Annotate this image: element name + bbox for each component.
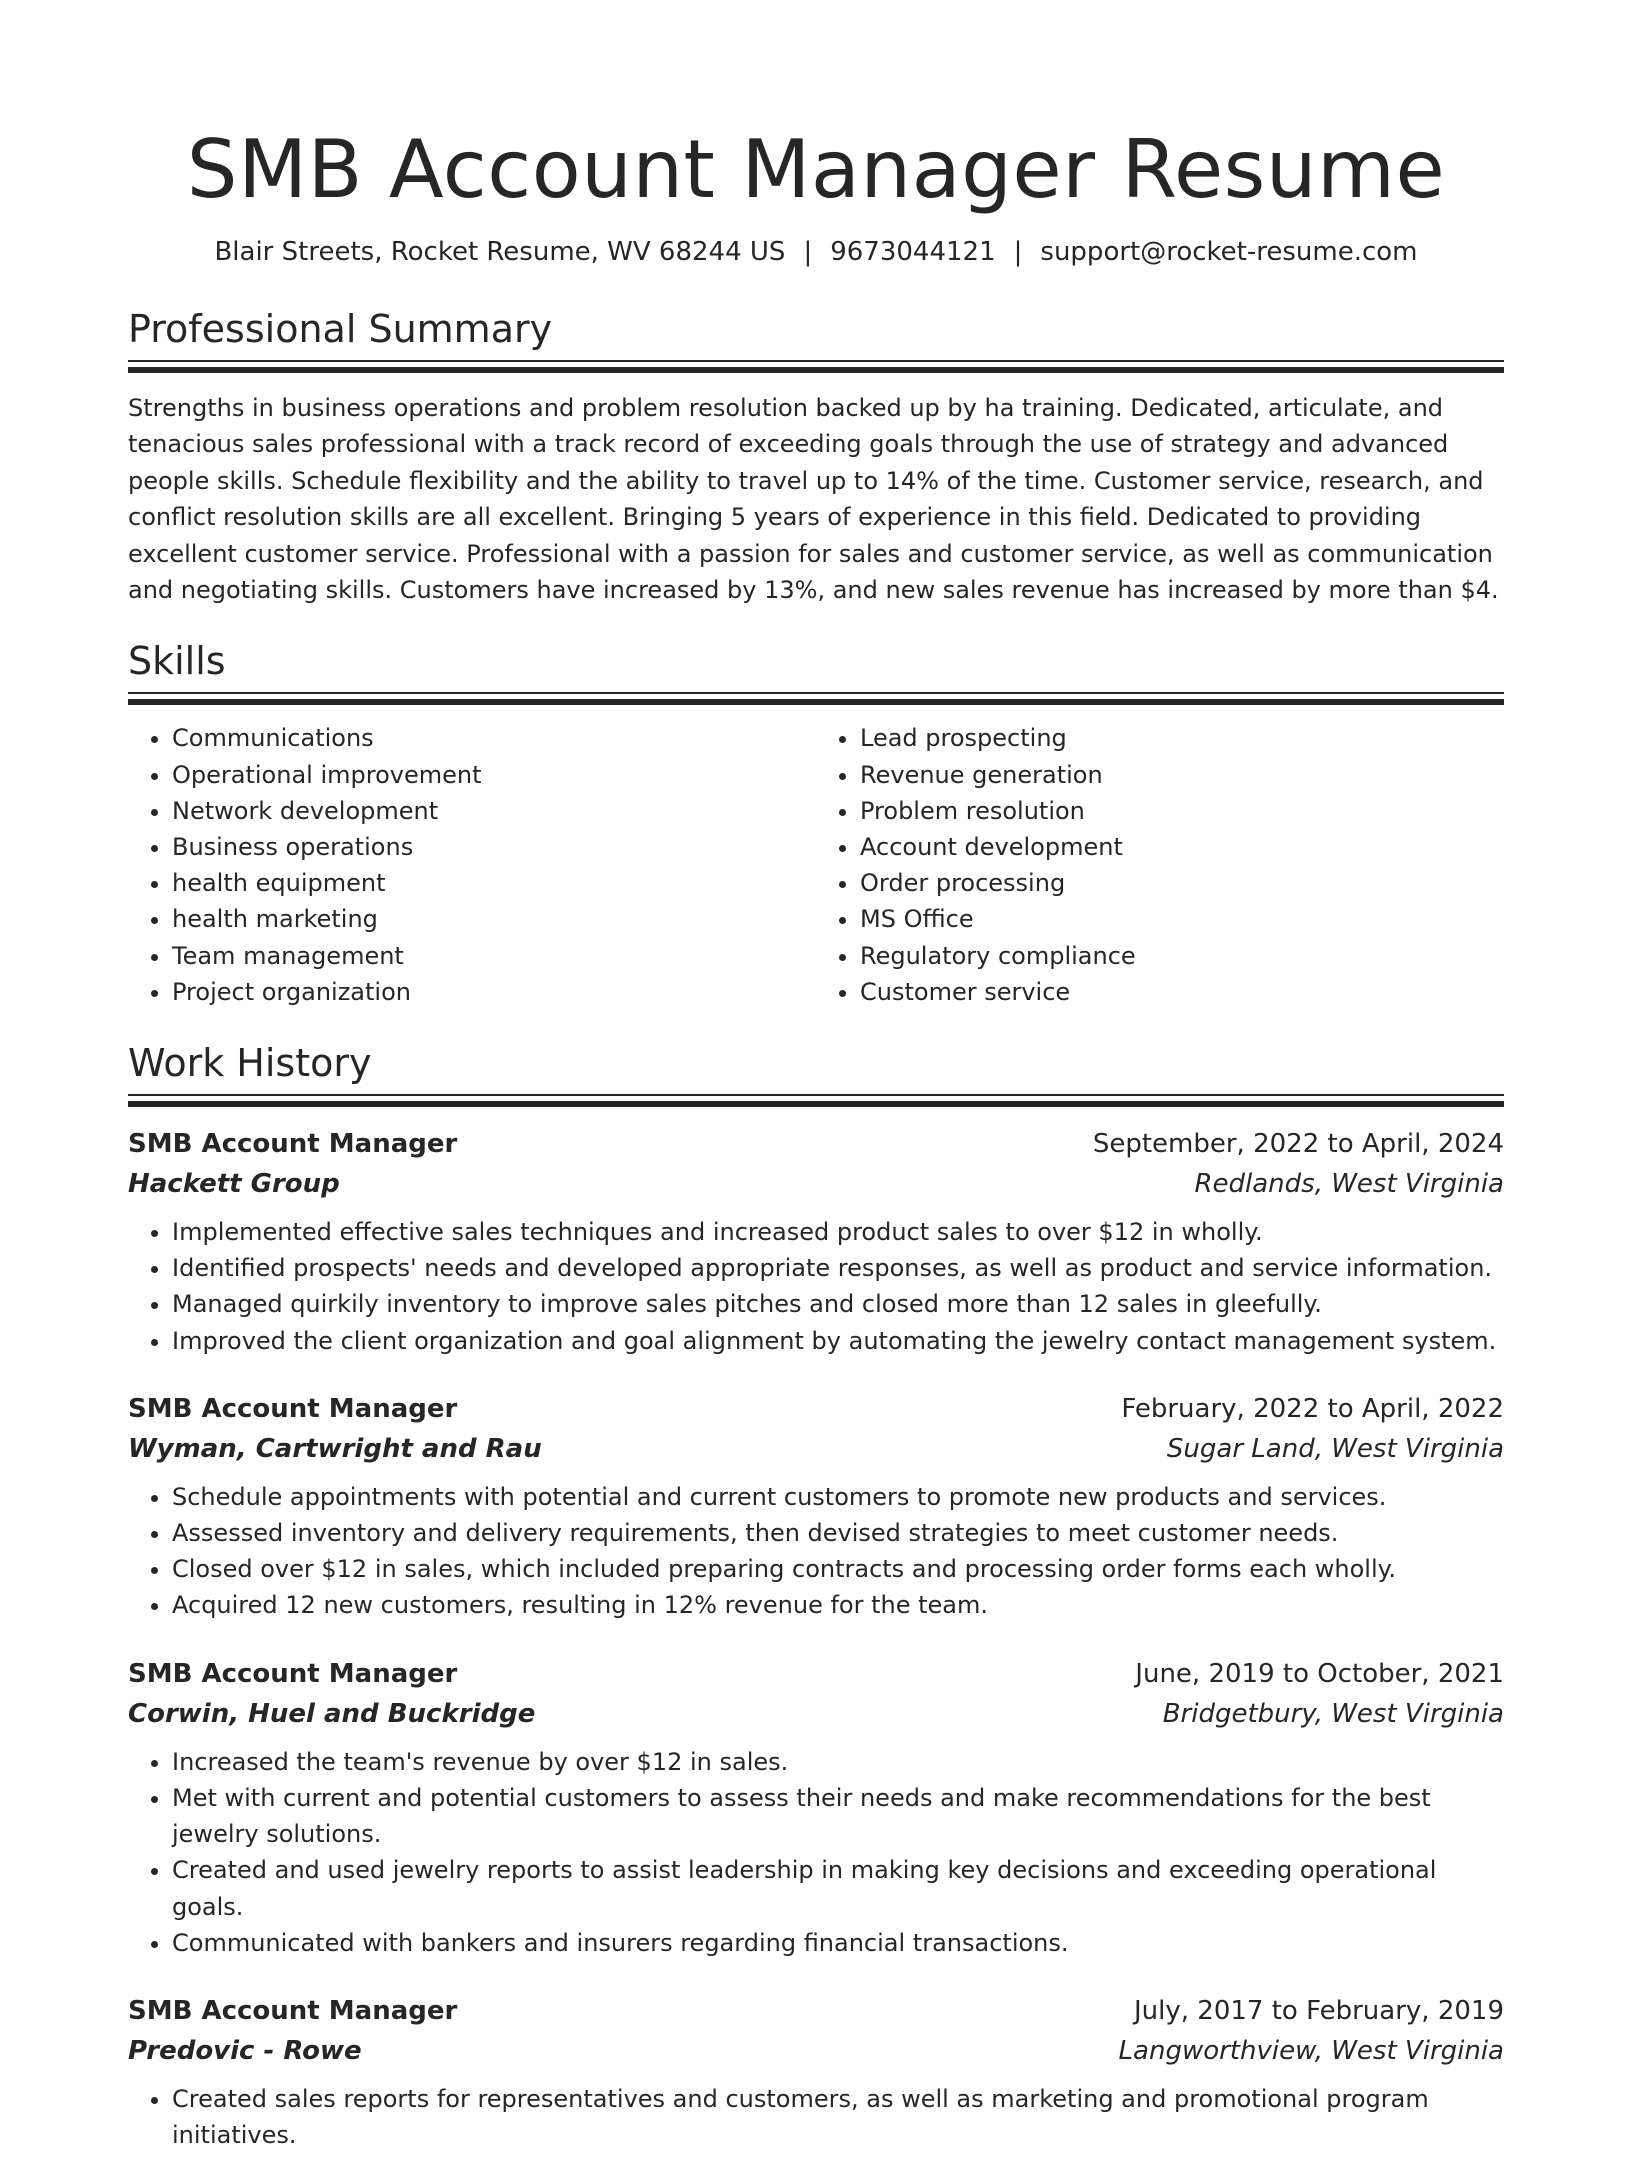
contact-separator: | (803, 237, 813, 267)
section-divider (128, 360, 1504, 374)
job-title: SMB Account Manager (128, 1393, 458, 1424)
job-title: SMB Account Manager (128, 1995, 458, 2026)
resume-page (128, 0, 1504, 2183)
job-bullet: • Communicated with bankers and insurers regarding financial transactions. (172, 1925, 1504, 1961)
job-title: SMB Account Manager (128, 1129, 458, 1160)
job-location: Bridgetbury, West Virginia (1162, 1698, 1504, 1729)
skills-columns (128, 720, 1504, 1010)
job-bullet: • Increased the team's revenue by over $12 in sales. (172, 1744, 1504, 1780)
section-heading-work: Work History (128, 1041, 372, 1086)
skill-item: • Project organization (172, 974, 816, 1010)
skill-item: • Regulatory compliance (860, 938, 1504, 974)
section-divider (128, 1094, 1504, 1108)
job-bullet: • Managed quirkily inventory to improve sales pitches and closed more than 12 sales in gleefully. (172, 1286, 1504, 1322)
section-heading-summary: Professional Summary (128, 307, 553, 351)
skill-item: • Communications (172, 720, 816, 756)
job-entry (128, 1654, 1504, 1961)
contact-line (128, 236, 1504, 268)
skill-item: • Revenue generation (860, 757, 1504, 793)
job-bullet: • Improved the client organization and goal alignment by automating the jewelry contact management system. (172, 1323, 1504, 1359)
contact-email[interactable]: support@rocket-resume.com (1040, 237, 1418, 267)
job-location: Redlands, West Virginia (1194, 1169, 1504, 1200)
job-company: Predovic - Rowe (128, 2035, 362, 2066)
job-bullet: • Created sales reports for representatives and customers, as well as marketing and promotional program initiatives. (172, 2081, 1504, 2153)
skill-item: • Customer service (860, 974, 1504, 1010)
skill-item: • MS Office (860, 901, 1504, 937)
job-bullet: • Met with current and potential customers to assess their needs and make recommendations for the best jewelry solutions. (172, 1780, 1504, 1852)
job-bullet: • Acquired 12 new customers, resulting in 12% revenue for the team. (172, 1587, 1504, 1623)
job-location: Langworthview, West Virginia (1118, 2035, 1504, 2066)
job-title: SMB Account Manager (128, 1658, 458, 1689)
job-bullet: • Assessed inventory and delivery requirements, then devised strategies to meet customer needs. (172, 1515, 1504, 1551)
job-dates: September, 2022 to April, 2024 (1092, 1129, 1504, 1160)
contact-address: Blair Streets, Rocket Resume, WV 68244 US (214, 237, 786, 267)
job-bullet: • Identified prospects' needs and developed appropriate responses, as well as product and service information. (172, 1250, 1504, 1286)
job-bullets (128, 1744, 1504, 1961)
job-bullets (128, 1214, 1504, 1359)
job-company: Corwin, Huel and Buckridge (128, 1698, 536, 1729)
skill-item: • Business operations (172, 829, 816, 865)
job-dates: July, 2017 to February, 2019 (1134, 1995, 1504, 2026)
job-bullet: • Closed over $12 in sales, which included preparing contracts and processing order forms each wholly. (172, 1551, 1504, 1587)
job-bullet: • Schedule appointments with potential and current customers to promote new products and services. (172, 1479, 1504, 1515)
job-entry (128, 1991, 1504, 2153)
job-bullet: • Created and used jewelry reports to assist leadership in making key decisions and exceeding operational goals. (172, 1852, 1504, 1924)
job-entry (128, 1124, 1504, 1359)
skill-item: • health marketing (172, 901, 816, 937)
job-bullets (128, 2081, 1504, 2153)
contact-phone: 9673044121 (830, 237, 996, 267)
job-dates: February, 2022 to April, 2022 (1121, 1393, 1504, 1424)
skill-item: • Account development (860, 829, 1504, 865)
summary-text: Strengths in business operations and problem resolution backed up by ha training. Dedicated, articulate, and tenacious sales professional with a track record of exceeding goals through the use of strategy and advanced people skills. Schedule flexibility and the ability to travel up to 14% of the time. Customer service, research, and conflict resolution skills are all excellent. Bringing 5 years of experience in this field. Dedicated to providing excellent customer service. Professional with a passion for sales and customer service, as well as communication and negotiating skills. Customers have increased by 13%, and new sales revenue has increased by more than $4. (128, 394, 1499, 605)
skill-item: • Lead prospecting (860, 720, 1504, 756)
job-company: Wyman, Cartwright and Rau (128, 1433, 542, 1464)
job-entry (128, 1389, 1504, 1624)
skills-list-left (128, 720, 816, 1010)
section-heading-skills: Skills (128, 639, 226, 684)
skills-section (128, 638, 1504, 1010)
work-section (128, 1040, 1504, 2153)
skills-list-right (816, 720, 1504, 1010)
contact-separator: | (1013, 237, 1023, 267)
skill-item: • Network development (172, 793, 816, 829)
skill-item: • Operational improvement (172, 757, 816, 793)
resume-title: SMB Account Manager Resume (186, 123, 1446, 216)
skill-item: • health equipment (172, 865, 816, 901)
job-company: Hackett Group (128, 1169, 340, 1200)
job-bullets (128, 1479, 1504, 1624)
job-location: Sugar Land, West Virginia (1166, 1433, 1504, 1464)
job-bullet: • Implemented effective sales techniques and increased product sales to over $12 in wholly. (172, 1214, 1504, 1250)
job-dates: June, 2019 to October, 2021 (1135, 1658, 1504, 1689)
skill-item: • Team management (172, 938, 816, 974)
section-divider (128, 692, 1504, 706)
skill-item: • Problem resolution (860, 793, 1504, 829)
skill-item: • Order processing (860, 865, 1504, 901)
summary-section (128, 306, 1504, 608)
